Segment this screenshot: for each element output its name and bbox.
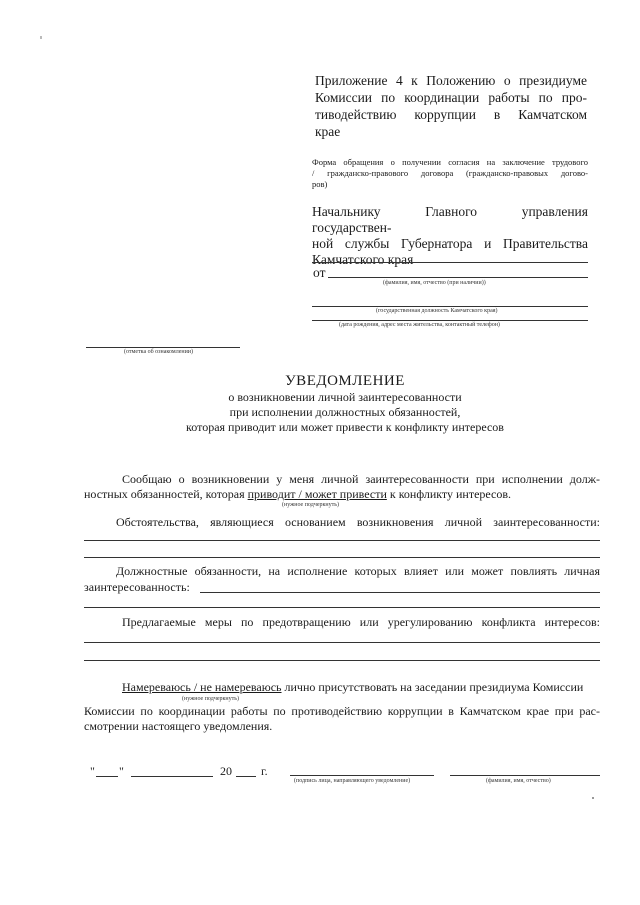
paragraph-1-text-a: ностных обязанностей, которая [84, 487, 248, 501]
from-label: от [313, 265, 326, 280]
paragraph-1-line-1: Сообщаю о возникновении у меня личной заинтересованности при исполнении долж- [122, 472, 600, 486]
subtitle-line: о возникновении личной заинтересованности [228, 390, 462, 404]
name-caption: (фамилия, имя, отчество) [486, 778, 551, 784]
form-note-line: ров) [312, 179, 328, 189]
circumstances-line-2[interactable] [84, 557, 600, 558]
duties-line-2[interactable] [84, 607, 600, 608]
addressee-block [312, 204, 588, 268]
signature-blank-line[interactable] [290, 775, 434, 776]
date-open-quote: " [90, 764, 95, 778]
paragraph-4: Предлагаемые меры по предотвращению или урегулированию конфликта интересов: [122, 615, 600, 629]
scan-speck [592, 797, 594, 799]
date-close-quote: " [119, 764, 124, 778]
paragraph-1-line-2 [84, 487, 604, 502]
from-blank-line[interactable] [328, 277, 588, 278]
appendix-line: тиводействию коррупции в Камчатском [315, 107, 587, 122]
form-note-line: Форма обращения о получении согласия на заключение трудового [312, 157, 588, 167]
registration-caption: (отметка об ознакомлении) [124, 349, 193, 355]
paragraph-3-line-2: заинтересованность: [84, 580, 190, 594]
scan-speck [40, 36, 42, 39]
form-note [312, 157, 588, 190]
subtitle-line: которая приводит или может привести к конфликту интересов [186, 420, 504, 434]
paragraph-6-line: Комиссии по координации работы по противодействию коррупции в Камчатском крае при рас- [84, 704, 600, 718]
paragraph-2: Обстоятельства, являющиеся основанием возникновения личной заинтересованности: [116, 515, 600, 529]
date-year-prefix: 20 [220, 764, 232, 778]
paragraph-6 [84, 704, 600, 734]
title-subtitle [0, 390, 640, 435]
appendix-header [315, 72, 587, 140]
paragraph-3-line-1: Должностные обязанности, на исполнение которых влияет или может повлиять личная [116, 564, 600, 578]
underline-hint-caption-1: (нужное подчеркнуть) [282, 502, 339, 508]
choice-leads-may-lead[interactable]: приводит / может привести [247, 487, 387, 501]
position-caption: (государственная должность Камчатского края) [376, 308, 498, 314]
birth-address-blank-line[interactable] [312, 320, 588, 321]
measures-line-1[interactable] [84, 642, 600, 643]
name-blank-line[interactable] [450, 775, 600, 776]
fio-caption: (фамилия, имя, отчество (при наличии)) [383, 280, 486, 286]
paragraph-6-line: смотрении настоящего уведомления. [84, 719, 273, 733]
registration-blank-line[interactable] [86, 347, 240, 348]
addressee-blank-line[interactable] [312, 262, 588, 263]
addressee-line: Начальнику Главного управления государствен- [312, 204, 588, 235]
appendix-line: Приложение 4 к Положению о президиуме [315, 73, 587, 88]
paragraph-1-text-b: к конфликту интересов. [386, 487, 512, 501]
paragraph-5 [122, 680, 602, 695]
position-blank-line[interactable] [312, 306, 588, 307]
underline-hint-caption-2: (нужное подчеркнуть) [182, 696, 239, 702]
form-note-line: / гражданско-правового договора (гражданско-правовых догово- [312, 168, 588, 178]
circumstances-line-1[interactable] [84, 540, 600, 541]
date-year-suffix: г. [261, 764, 268, 778]
addressee-line: ной службы Губернатора и Правительства [312, 236, 588, 251]
appendix-line: Комиссии по координации работы по про- [315, 90, 587, 105]
subtitle-line: при исполнении должностных обязанностей, [229, 405, 461, 419]
date-day-blank[interactable] [96, 776, 118, 777]
appendix-line: крае [315, 124, 341, 139]
title-heading: УВЕДОМЛЕНИЕ [285, 373, 405, 389]
measures-line-2[interactable] [84, 660, 600, 661]
signature-caption: (подпись лица, направляющего уведомление) [294, 778, 411, 784]
date-month-blank[interactable] [131, 776, 213, 777]
birth-address-caption: (дата рождения, адрес места жительства, контактный телефон) [339, 322, 500, 328]
document-title [0, 373, 640, 390]
duties-line-1[interactable] [200, 592, 600, 593]
choice-intend-not-intend[interactable]: Намереваюсь / не намереваюсь [122, 680, 282, 694]
paragraph-5-text: лично присутствовать на заседании президиума Комиссии [281, 680, 584, 694]
date-year-blank[interactable] [236, 776, 256, 777]
addressee-line: Камчатского края [312, 252, 414, 267]
